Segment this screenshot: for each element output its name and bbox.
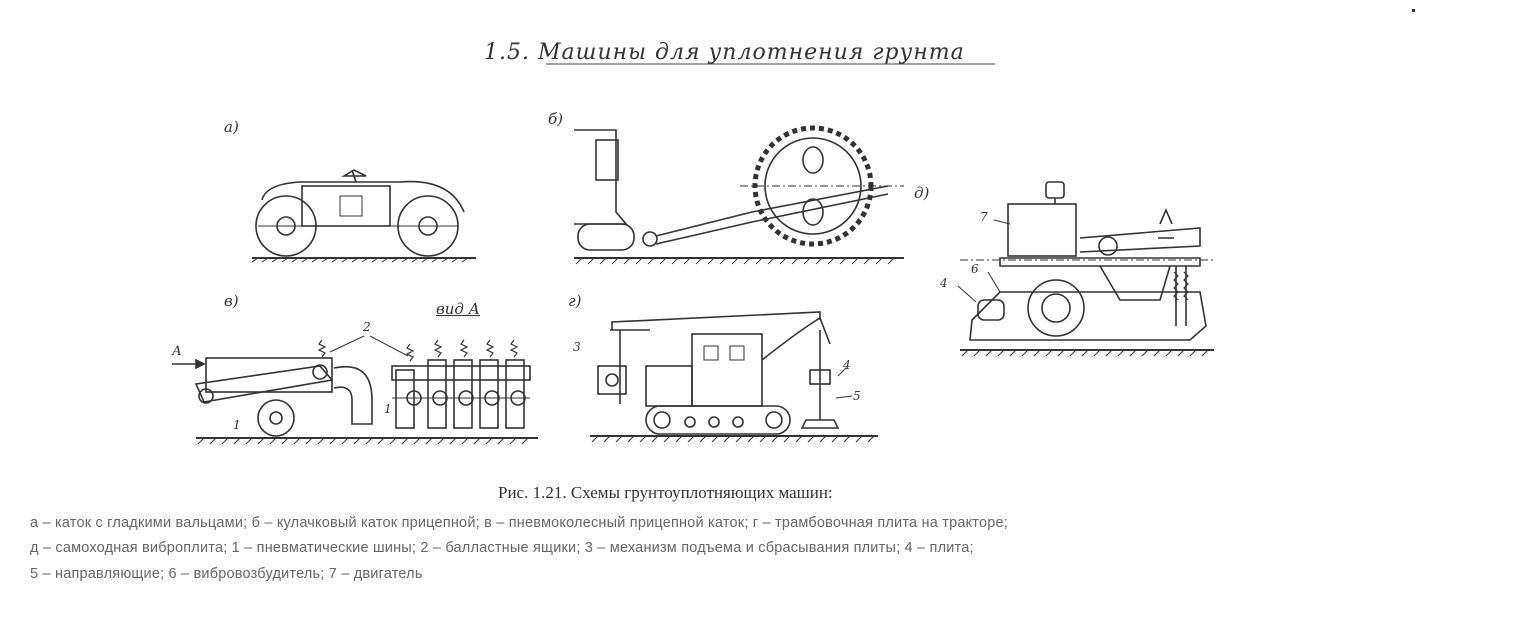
label-b: б) — [548, 110, 564, 128]
frame-beam — [196, 366, 332, 402]
caption-line-1: а – каток с гладкими вальцами; б – кулачковый каток прицепной; в – пневмоколесный прицепной каток; г – трамбовочная плита на тракторе; — [30, 515, 1009, 531]
label-d: д) — [914, 184, 930, 202]
lift-mechanism — [598, 366, 626, 394]
view-tire-4 — [480, 360, 498, 428]
callout-6: 6 — [971, 262, 979, 276]
callout-2: 2 — [363, 320, 371, 334]
view-tire-5 — [506, 360, 524, 428]
drum-opening-bottom — [803, 199, 823, 225]
radiator — [340, 196, 362, 216]
spring-left — [319, 340, 325, 357]
figure-v-pneumatic-roller — [172, 336, 538, 444]
label-arrow-a: А — [172, 344, 182, 359]
leader-5 — [836, 396, 852, 398]
figure-a-smooth-roller — [252, 170, 476, 262]
vibrator-disc — [1028, 280, 1084, 336]
tractor-cab-g — [692, 334, 762, 406]
callout-5: 5 — [853, 389, 861, 403]
caption-line-2: д – самоходная виброплита; 1 – пневматические шины; 2 – балластные ящики; 3 – механизм подъема и сбрасывания плиты; 4 – плита; — [30, 540, 974, 556]
figure-g-tamping-plate — [590, 312, 878, 442]
label-a: а) — [224, 118, 239, 136]
view-springs — [407, 340, 517, 361]
upper-deck — [1000, 258, 1200, 266]
handle-arm — [1080, 228, 1200, 252]
engine-g — [646, 366, 692, 406]
rear-mast — [610, 330, 650, 404]
hitch-ring — [643, 232, 657, 246]
label-view-a: вид А — [436, 300, 481, 318]
cab-window-1 — [704, 346, 718, 360]
leader-6 — [988, 272, 1000, 292]
callout-4-g: 4 — [843, 358, 851, 372]
view-tire-1 — [396, 370, 414, 428]
handle-top — [1158, 210, 1174, 238]
figure-caption-title: Рис. 1.21. Схемы грунтоуплотняющих машин: — [498, 483, 833, 502]
figure-b-sheepsfoot-roller — [574, 128, 904, 264]
boom-top — [612, 312, 820, 330]
label-v: в) — [224, 292, 239, 310]
track-wheel-3 — [709, 417, 719, 427]
engine-d — [1008, 204, 1076, 256]
tractor-cab — [596, 140, 618, 180]
gooseneck — [334, 367, 372, 424]
guide-bracket — [1100, 266, 1170, 300]
pulley-d — [1099, 237, 1117, 255]
tamping-plate — [802, 420, 838, 428]
callout-1-v: 1 — [233, 418, 241, 432]
drum-opening-top — [803, 147, 823, 173]
figure-d-vibratory-plate — [958, 182, 1214, 356]
track-wheel-1 — [654, 412, 670, 428]
leader-2b — [370, 336, 408, 356]
leader-4 — [838, 368, 846, 376]
vibrator-core — [1042, 294, 1070, 322]
track-wheel-4 — [733, 417, 743, 427]
section-heading: 1.5. Машины для уплотнения грунта — [484, 40, 965, 65]
leader-4d — [958, 286, 976, 302]
lift-pulley — [606, 374, 618, 386]
tire-side — [258, 400, 294, 436]
view-tire-3 — [454, 360, 472, 428]
base-plate — [970, 292, 1206, 340]
air-filter — [1046, 182, 1064, 198]
view-frame — [392, 366, 530, 380]
track-wheel-2 — [685, 417, 695, 427]
seat — [344, 170, 366, 176]
leader-2a — [330, 336, 364, 352]
caption-line-3: 5 – направляющие; 6 – вибровозбудитель; 7 – двигатель — [30, 566, 423, 582]
tractor-track — [578, 224, 634, 250]
callout-1-view: 1 — [384, 402, 392, 416]
callout-4-d: 4 — [940, 276, 948, 290]
drawbar — [656, 186, 888, 244]
view-tire-2 — [428, 360, 446, 428]
track-wheel-5 — [766, 412, 782, 428]
arrow-head — [196, 360, 204, 368]
label-g: г) — [568, 292, 582, 310]
callout-7: 7 — [980, 210, 988, 224]
cab-window-2 — [730, 346, 744, 360]
callout-3: 3 — [573, 340, 581, 354]
tire-hub — [270, 412, 282, 424]
